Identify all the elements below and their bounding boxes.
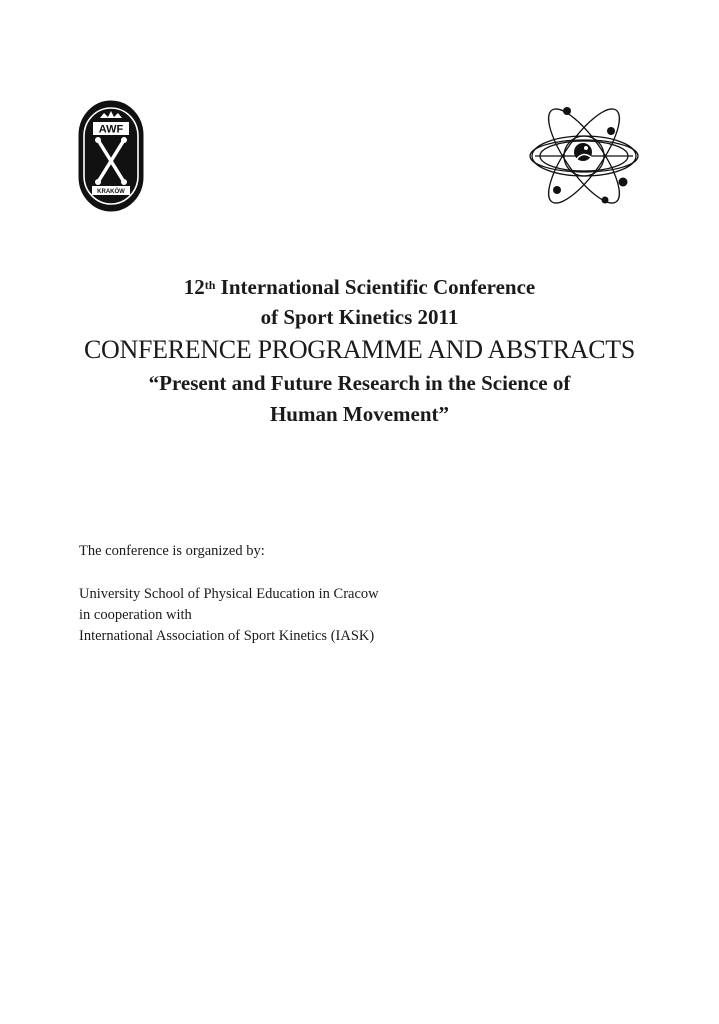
page-title: CONFERENCE PROGRAMME AND ABSTRACTS xyxy=(83,335,636,364)
conference-name-line2: of Sport Kinetics 2011 xyxy=(260,305,459,329)
edition-number: 12 xyxy=(183,275,205,299)
title-block xyxy=(0,272,719,430)
iask-logo xyxy=(527,96,641,216)
organizers-section xyxy=(79,541,379,647)
conference-theme-line2: Human Movement” xyxy=(269,402,450,426)
awf-logo-bottom-text: KRAKÓW xyxy=(97,189,125,195)
awf-logo-top-text: AWF xyxy=(98,123,124,136)
atom-globe-icon xyxy=(527,96,641,216)
edition-suffix: th xyxy=(204,278,216,292)
organizer-primary: University School of Physical Education in Cracow xyxy=(79,586,379,602)
organizer-connector: in cooperation with xyxy=(79,607,192,623)
conference-edition-title xyxy=(0,272,719,302)
awf-krakow-logo xyxy=(78,100,144,212)
organizers-intro: The conference is organized by: xyxy=(79,543,265,559)
conference-name: International Scientific Conference xyxy=(215,275,536,299)
organizer-partner: International Association of Sport Kinetics (IASK) xyxy=(79,628,375,644)
awf-krakow-crest-icon xyxy=(78,100,144,212)
conference-theme-line1: “Present and Future Research in the Science of xyxy=(148,371,571,395)
